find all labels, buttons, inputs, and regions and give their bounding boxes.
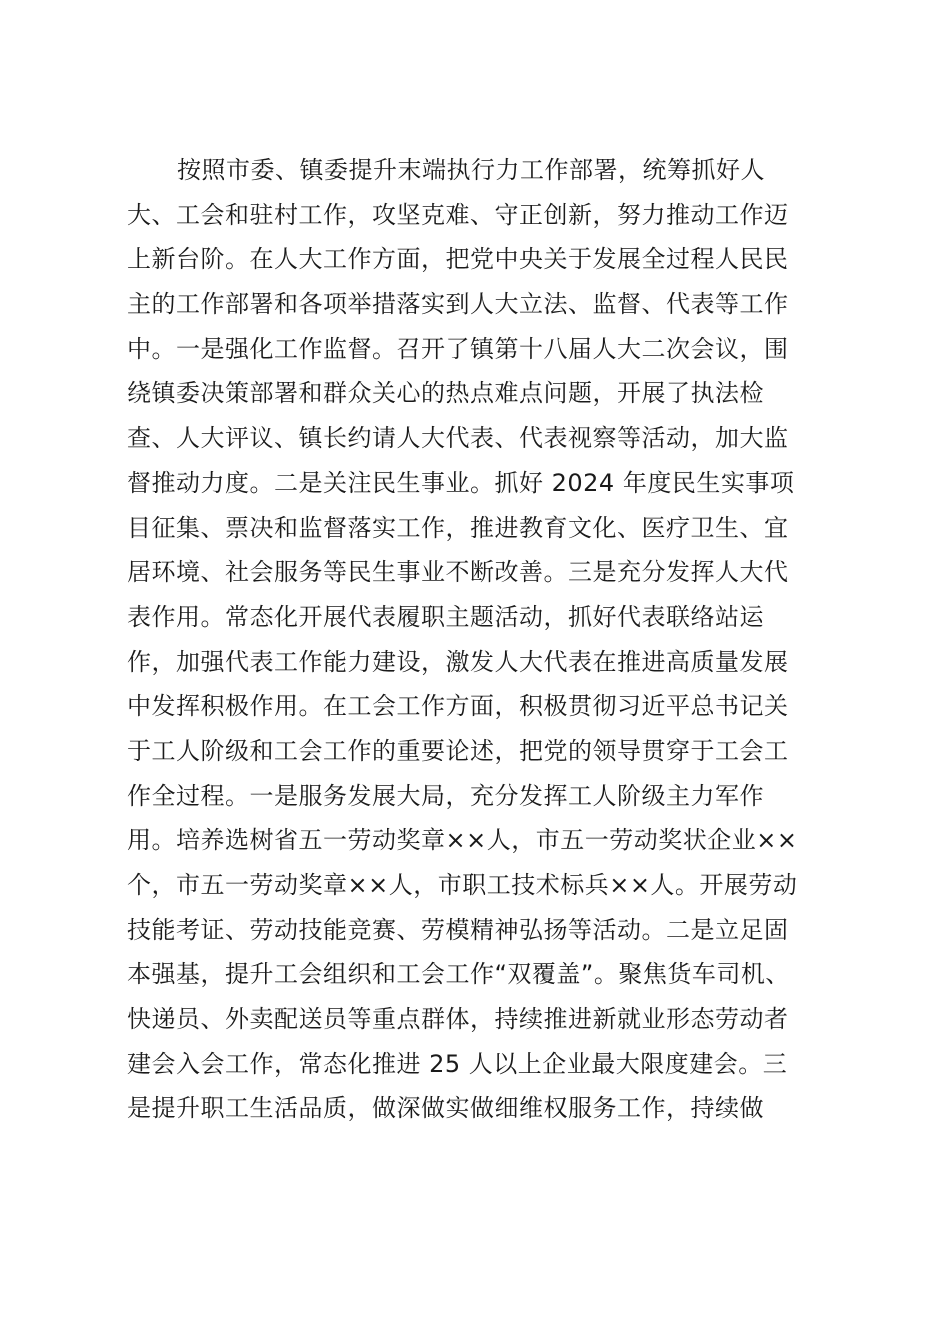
text-line: 建会入会工作，常态化推进 25 人以上企业最大限度建会。三	[127, 1049, 788, 1078]
text-line: 居环境、社会服务等民生事业不断改善。三是充分发挥人大代	[127, 558, 789, 587]
text-line: 目征集、票决和监督落实工作，推进教育文化、医疗卫生、宜	[127, 513, 789, 542]
text-line: 表作用。常态化开展代表履职主题活动，抓好代表联络站运	[127, 602, 764, 631]
text-line: 技能考证、劳动技能竞赛、劳模精神弘扬等活动。二是立足固	[127, 915, 789, 944]
text-line: 按照市委、镇委提升末端执行力工作部署，统筹抓好人	[177, 156, 765, 184]
text-line: 于工人阶级和工会工作的重要论述，把党的领导贯穿于工会工	[127, 736, 789, 765]
text-line: 中发挥积极作用。在工会工作方面，积极贯彻习近平总书记关	[127, 692, 789, 721]
text-line: 督推动力度。二是关注民生事业。抓好 2024 年度民生实事项	[127, 468, 795, 497]
text-line: 大、工会和驻村工作，攻坚克难、守正创新，努力推动工作迈	[127, 200, 789, 229]
text-line: 个，市五一劳动奖章××人，市职工技术标兵××人。开展劳动	[127, 871, 798, 899]
body-paragraph	[127, 148, 827, 1131]
text-line: 快递员、外卖配送员等重点群体，持续推进新就业形态劳动者	[127, 1005, 789, 1034]
text-line: 本强基，提升工会组织和工会工作“双覆盖”。聚焦货车司机、	[127, 960, 790, 989]
text-line: 主的工作部署和各项举措落实到人大立法、监督、代表等工作	[127, 290, 789, 319]
text-line: 上新台阶。在人大工作方面，把党中央关于发展全过程人民民	[127, 245, 789, 274]
text-line: 绕镇委决策部署和群众关心的热点难点问题，开展了执法检	[127, 379, 764, 408]
text-line: 查、人大评议、镇长约请人大代表、代表视察等活动，加大监	[127, 424, 789, 453]
text-line: 作全过程。一是服务发展大局，充分发挥工人阶级主力军作	[127, 781, 764, 810]
text-line: 用。培养选树省五一劳动奖章××人，市五一劳动奖状企业××	[127, 826, 798, 855]
text-line: 是提升职工生活品质，做深做实做细维权服务工作，持续做	[127, 1094, 764, 1123]
text-line: 作，加强代表工作能力建设，激发人大代表在推进高质量发展	[127, 647, 789, 676]
text-line: 中。一是强化工作监督。召开了镇第十八届人大二次会议，围	[127, 334, 789, 363]
